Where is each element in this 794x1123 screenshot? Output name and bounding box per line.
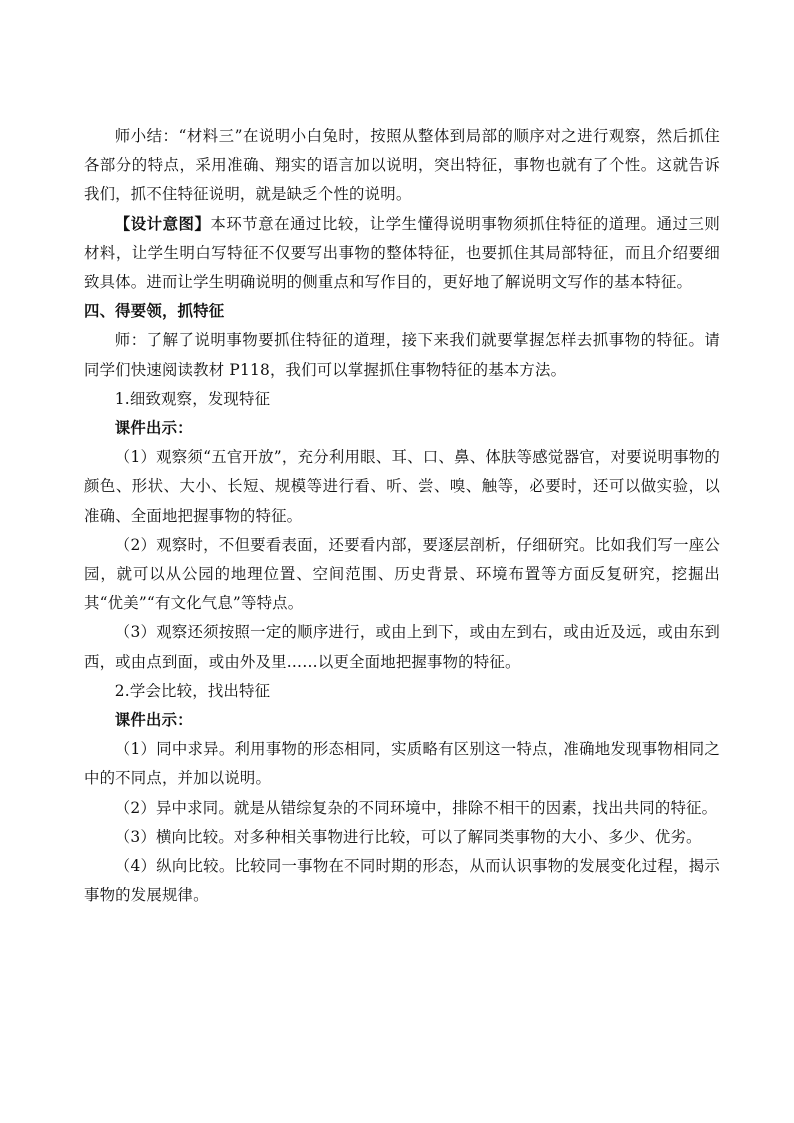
teacher-summary-paragraph: 师小结：“材料三”在说明小白兔时，按照从整体到局部的顺序对之进行观察，然后抓住各部分的特点，采用准确、翔实的语言加以说明，突出特征，事物也就有了个性。这就告诉我们，抓不住特征说明，就是缺乏个性的说明。 [84,127,720,204]
compare-item-4: （4）纵向比较。比较同一事物在不同时期的形态，从而认识事物的发展变化过程，揭示事物的发展规律。 [84,857,720,905]
design-intent-text: 本环节意在通过比较，让学生懂得说明事物须抓住特征的道理。通过三则材料，让学生明白写特征不仅要写出事物的整体特征，也要抓住其局部特征，而且介绍要细致具体。进而让学生明确说明的侧重点和写作目的，更好地了解说明文写作的基本特征。 [84,214,721,292]
section-heading: 四、得要领，抓特征 [84,302,225,321]
courseware-label-observe: 课件出示： [114,419,193,438]
observe-item-2: （2）观察时，不但要看表面，还要看内部，要逐层剖析，仔细研究。比如我们写一座公园，就可以从公园的地理位置、空间范围、历史背景、环境布置等方面反复研究，挖掘出其“优美”“有文化气息”等特点。 [84,535,720,613]
teacher-intro-paragraph: 师：了解了说明事物要抓住特征的道理，接下来我们就要掌握怎样去抓事物的特征。请同学们快速阅读教材 P118，我们可以掌握抓住事物特征的基本方法。 [84,331,720,379]
design-intent-paragraph [84,210,720,298]
subsection-title-compare: 2.学会比较，找出特征 [114,681,271,700]
document-body [84,122,720,910]
design-intent-label: 【设计意图】 [114,214,211,233]
observe-item-1: （1）观察须“五官开放”，充分利用眼、耳、口、鼻、体肤等感觉器官，对要说明事物的颜色、形状、大小、长短、规模等进行看、听、尝、嗅、触等，必要时，还可以做实验，以准确、全面地把握事物的特征。 [84,448,720,525]
observe-item-3: （3）观察还须按照一定的顺序进行，或由上到下，或由左到右，或由近及远，或由东到西，或由点到面，或由外及里……以更全面地把握事物的特征。 [84,623,720,671]
subsection-title-observe: 1.细致观察，发现特征 [114,389,271,408]
courseware-label-compare: 课件出示： [114,711,193,730]
compare-item-1: （1）同中求异。利用事物的形态相同，实质略有区别这一特点，准确地发现事物相同之中的不同点，并加以说明。 [84,740,720,788]
compare-item-2: （2）异中求同。就是从错综复杂的不同环境中，排除不相干的因素，找出共同的特征。 [114,798,718,817]
compare-item-3: （3）横向比较。对多种相关事物进行比较，可以了解同类事物的大小、多少、优劣。 [114,827,702,846]
